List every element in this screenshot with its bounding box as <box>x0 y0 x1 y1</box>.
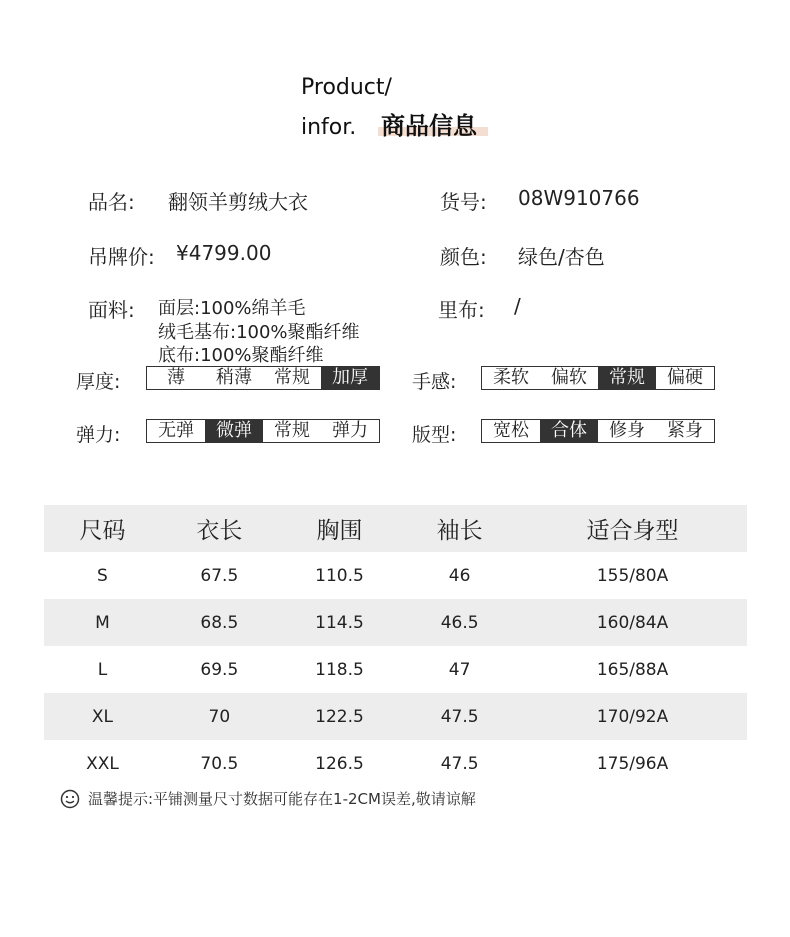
table-row <box>44 599 747 646</box>
sku-value: 08W910766 <box>518 186 640 210</box>
table-cell: 165/88A <box>596 659 669 680</box>
lining-value: / <box>514 294 521 318</box>
table-cell: 69.5 <box>200 659 239 680</box>
fabric-label: 面料: <box>88 298 135 322</box>
feel-option: 偏软 <box>551 367 587 388</box>
thickness-option: 常规 <box>274 367 310 388</box>
thickness-label: 厚度: <box>76 371 121 393</box>
table-cell: 155/80A <box>596 565 669 586</box>
table-cell: 70.5 <box>200 753 239 774</box>
fabric-line: 绒毛基布:100%聚酯纤维 <box>158 322 360 343</box>
fabric-line: 底布:100%聚酯纤维 <box>158 345 324 366</box>
table-cell: 118.5 <box>315 659 364 680</box>
color-value: 绿色/杏色 <box>518 245 605 269</box>
table-cell: M <box>44 599 161 646</box>
elasticity-label: 弹力: <box>76 424 121 446</box>
fit-option: 宽松 <box>493 420 529 441</box>
table-row <box>44 552 747 599</box>
table-cell: 67.5 <box>200 565 239 586</box>
measurement-tip <box>60 788 476 809</box>
elasticity-option: 微弹 <box>205 420 263 442</box>
fit-option: 合体 <box>540 420 598 442</box>
elasticity-option: 无弹 <box>158 420 194 441</box>
table-cell: XXL <box>86 753 119 774</box>
table-cell: 126.5 <box>315 753 364 774</box>
feel-scale <box>481 366 715 390</box>
size-table <box>44 505 747 787</box>
table-cell: 122.5 <box>278 693 401 740</box>
name-label: 品名: <box>88 190 135 214</box>
table-row <box>44 646 747 693</box>
table-cell: 47.5 <box>401 693 518 740</box>
table-cell: 110.5 <box>315 565 364 586</box>
fit-scale <box>481 419 715 443</box>
fit-label: 版型: <box>412 424 457 446</box>
table-cell: 170/92A <box>518 693 747 740</box>
size-table-header-cell: 胸围 <box>278 505 401 552</box>
thickness-option: 稍薄 <box>216 367 252 388</box>
table-cell: 70 <box>161 693 278 740</box>
thickness-option: 薄 <box>167 367 185 388</box>
price-label: 吊牌价: <box>88 245 155 269</box>
name-value: 翻领羊剪绒大衣 <box>168 190 308 214</box>
title-english-line2: infor. <box>301 115 357 140</box>
size-table-header <box>44 505 747 552</box>
table-cell: 175/96A <box>596 753 669 774</box>
table-row <box>44 740 747 787</box>
tip-text: 温馨提示:平铺测量尺寸数据可能存在1-2CM误差,敬请谅解 <box>88 790 476 808</box>
table-cell: 47 <box>448 659 471 680</box>
table-cell: XL <box>44 693 161 740</box>
lining-label: 里布: <box>438 298 485 322</box>
table-cell: 47.5 <box>440 753 479 774</box>
table-row <box>44 693 747 740</box>
color-label: 颜色: <box>440 245 487 269</box>
table-cell: 68.5 <box>161 599 278 646</box>
table-cell: 46.5 <box>401 599 518 646</box>
elasticity-scale <box>146 419 380 443</box>
feel-option: 常规 <box>598 367 656 389</box>
smile-icon <box>60 789 80 809</box>
size-table-header-cell: 袖长 <box>401 505 518 552</box>
table-cell: S <box>97 565 108 586</box>
elasticity-option: 弹力 <box>332 420 368 441</box>
title-chinese: 商品信息 <box>381 112 477 140</box>
size-table-header-cell: 适合身型 <box>518 505 747 552</box>
size-table-header-cell: 尺码 <box>44 505 161 552</box>
title-english-line1: Product/ <box>301 75 392 100</box>
table-cell: L <box>97 659 108 680</box>
fit-option: 紧身 <box>667 420 703 441</box>
feel-option: 偏硬 <box>667 367 703 388</box>
sku-label: 货号: <box>440 190 487 214</box>
feel-label: 手感: <box>412 371 457 393</box>
price-value: ¥4799.00 <box>176 241 272 265</box>
table-cell: 46 <box>448 565 471 586</box>
size-table-header-cell: 衣长 <box>161 505 278 552</box>
feel-option: 柔软 <box>493 367 529 388</box>
elasticity-option: 常规 <box>274 420 310 441</box>
table-cell: 160/84A <box>518 599 747 646</box>
table-cell: 114.5 <box>278 599 401 646</box>
fabric-line: 面层:100%绵羊毛 <box>158 298 306 319</box>
thickness-scale <box>146 366 380 390</box>
thickness-option: 加厚 <box>321 367 379 389</box>
fit-option: 修身 <box>609 420 645 441</box>
